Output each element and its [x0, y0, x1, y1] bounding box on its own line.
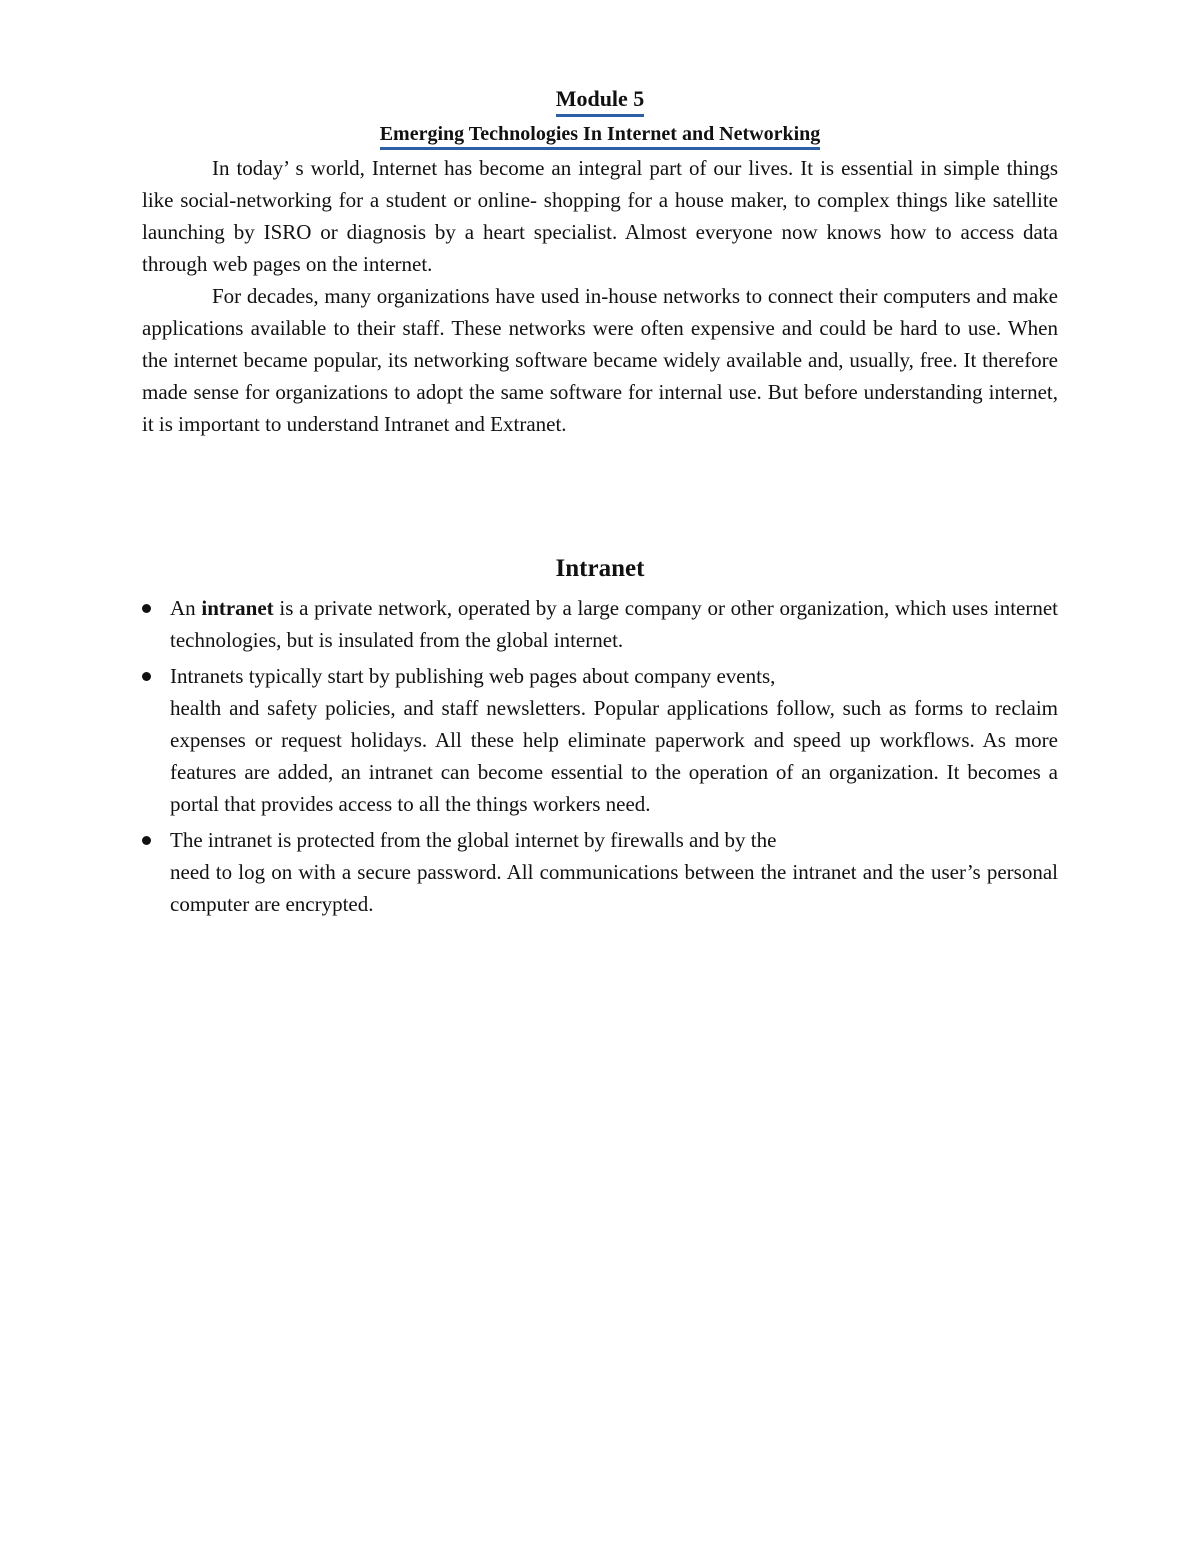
bullet-icon — [142, 836, 151, 845]
document-subtitle: Emerging Technologies In Internet and Networking — [380, 121, 821, 150]
bullet-bold-term: intranet — [201, 596, 274, 620]
module-title: Module 5 — [556, 84, 645, 117]
intranet-bullet-list — [142, 592, 1058, 924]
intro-text — [142, 152, 1058, 440]
list-item — [142, 660, 1058, 820]
bullet-first-line: The intranet is protected from the global internet by firewalls and by the — [170, 828, 777, 852]
intro-paragraph-1: In today’ s world, Internet has become an integral part of our lives. It is essential in simple things like social-networking for a student or online- shopping for a house maker, to complex things like satellite launching by ISRO or diagnosis by a heart specialist. Almost everyone now knows how to access data through web pages on the internet. — [142, 156, 1058, 276]
bullet-continuation: health and safety policies, and staff newsletters. Popular applications follow, such as forms to reclaim expenses or request holidays. All these help eliminate paperwork and speed up workflows. As more features are added, an intranet can become essential to the operation of an organization. It becomes a portal that provides access to all the things workers need. — [170, 696, 1058, 816]
bullet-first-line: is a private network, operated by a large company or other organization, which uses internet technologies, but is insulated from the global internet. — [170, 596, 1058, 652]
section-heading-intranet: Intranet — [555, 555, 645, 582]
bullet-prefix: An — [170, 596, 202, 620]
intro-paragraph-2: For decades, many organizations have used in-house networks to connect their computers and make applications available to their staff. These networks were often expensive and could be hard to use. When the internet became popular, its networking software became widely available and, usually, free. It therefore made sense for organizations to adopt the same software for internal use. But before understanding internet, it is important to understand Intranet and Extranet. — [142, 284, 1058, 436]
title-block — [0, 84, 1200, 117]
bullet-continuation: need to log on with a secure password. All communications between the intranet and the user’s personal computer are encrypted. — [170, 860, 1058, 916]
list-item — [142, 592, 1058, 656]
bullet-text — [170, 592, 1058, 656]
bullet-icon — [142, 672, 151, 681]
bullet-icon — [142, 604, 151, 613]
subtitle-block — [0, 121, 1200, 150]
bullet-first-line: Intranets typically start by publishing web pages about company events, — [170, 664, 776, 688]
list-item — [142, 824, 1058, 920]
